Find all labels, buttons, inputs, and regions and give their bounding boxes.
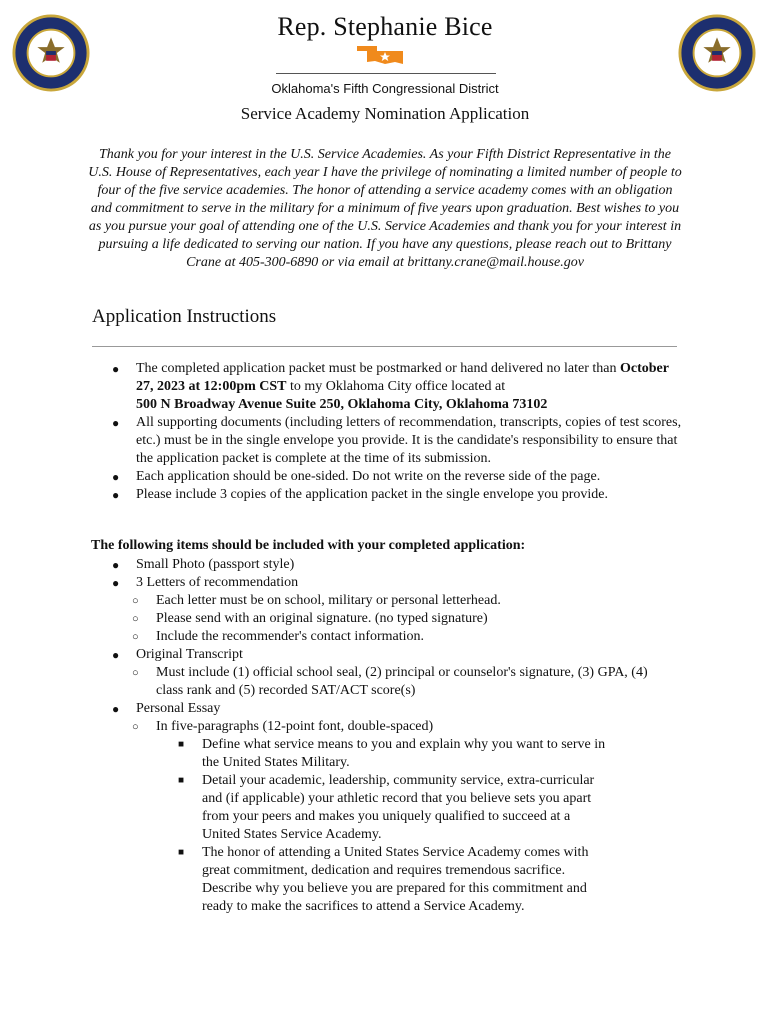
- essay-point: Detail your academic, leadership, community service, extra-curricular and (if applicable) your athletic record that you believe sets you apart from your peers and makes you uniquely qualified to succeed at a United States Service Academy.: [202, 773, 595, 842]
- list-item: [110, 700, 682, 718]
- bullet-icon: ●: [112, 416, 120, 430]
- representative-name: Rep. Stephanie Bice: [277, 12, 493, 41]
- list-item: [110, 556, 682, 574]
- list-item: [110, 592, 682, 646]
- list-item: [110, 736, 610, 772]
- office-address: 500 N Broadway Avenue Suite 250, Oklahoma City, Oklahoma 73102: [136, 397, 548, 412]
- instructions-list: [110, 360, 682, 504]
- intro-paragraph: Thank you for your interest in the U.S. Service Academies. As your Fifth District Representative in the U.S. House of Representatives, each year I have the privilege of nominating a limited number of people to four of the five service academies. The honor of attending a service academy comes with an obligation and commitment to serve in the military for a minimum of five years upon graduation. Best wishes to you as you pursue your goal of attending one of the U.S. Service Academies and thank you for your interest in pursuing a life dedicated to serving our nation. If you have any questions, please reach out to Brittany Crane at 405-300-6890 or via email at brittany.crane@mail.house.gov: [88, 147, 682, 270]
- list-item: [110, 360, 682, 414]
- list-item: [110, 664, 656, 700]
- circle-bullet-icon: ○: [132, 631, 139, 643]
- letters-sublist: [110, 592, 656, 646]
- list-item: [110, 592, 656, 610]
- essay-point: The honor of attending a United States Service Academy comes with great commitment, dedication and requires tremendous sacrifice. Describe why you believe you are prepared for this commitment and ready to make the sacrifices to attend a Service Academy.: [202, 845, 589, 914]
- transcript-item: Original Transcript: [136, 647, 243, 662]
- bullet-icon: ●: [112, 362, 120, 376]
- circle-bullet-icon: ○: [132, 667, 139, 679]
- one-sided-text: Each application should be one-sided. Do not write on the reverse side of the page.: [136, 469, 601, 484]
- essay-sublist: [110, 718, 656, 736]
- list-item: [110, 664, 682, 700]
- bullet-icon: ●: [112, 470, 120, 484]
- essay-point: Define what service means to you and explain why you want to serve in the United States Military.: [202, 737, 606, 770]
- list-item: [110, 646, 682, 664]
- list-item: [110, 718, 656, 736]
- list-item: [110, 468, 682, 486]
- list-item: [110, 414, 682, 468]
- essay-points-list: [110, 736, 610, 916]
- list-item: [110, 486, 682, 504]
- square-bullet-icon: ■: [178, 739, 185, 750]
- list-item: [110, 628, 656, 646]
- square-bullet-icon: ■: [178, 847, 185, 858]
- copies-text: Please include 3 copies of the application packet in the single envelope you provide.: [136, 487, 608, 502]
- list-item: [110, 574, 682, 592]
- letters-sub-item: Include the recommender's contact information.: [156, 629, 425, 644]
- office-text: to my Oklahoma City office located at: [290, 379, 506, 394]
- bullet-icon: ●: [112, 648, 120, 662]
- header-divider: [276, 73, 496, 74]
- bullet-icon: ●: [112, 702, 120, 716]
- transcript-sublist: [110, 664, 656, 700]
- transcript-sub-item: Must include (1) official school seal, (2) principal or counselor's signature, (3) GPA, (4) class rank and (5) recorded SAT/ACT score(s): [156, 665, 648, 698]
- section-divider: [92, 346, 677, 347]
- photo-item: Small Photo (passport style): [136, 557, 295, 572]
- instructions-heading: Application Instructions: [92, 306, 277, 327]
- letters-item: 3 Letters of recommendation: [136, 575, 299, 590]
- deadline-text: The completed application packet must be postmarked or hand delivered no later than: [136, 361, 617, 376]
- supporting-docs-text: All supporting documents (including letters of recommendation, transcripts, copies of test scores, etc.) must be in the single envelope you provide. It is the candidate's responsibility to ensure that the application packet is complete at the time of its submission.: [136, 415, 682, 466]
- essay-item: Personal Essay: [136, 701, 221, 716]
- circle-bullet-icon: ○: [132, 595, 139, 607]
- document-title: Service Academy Nomination Application: [240, 104, 530, 123]
- circle-bullet-icon: ○: [132, 721, 139, 733]
- bullet-icon: ●: [112, 558, 120, 572]
- list-item: [110, 610, 656, 628]
- deadline-date: October 27, 2023 at 12:00pm CST: [136, 361, 669, 394]
- district-subtitle: Oklahoma's Fifth Congressional District: [271, 81, 499, 96]
- circle-bullet-icon: ○: [132, 613, 139, 625]
- essay-sub-item: In five-paragraphs (12-point font, double-spaced): [156, 719, 434, 734]
- list-item: [110, 772, 610, 844]
- bullet-icon: ●: [112, 488, 120, 502]
- oklahoma-state-outline-icon: [355, 44, 405, 66]
- required-items-list: [110, 556, 682, 916]
- bullet-icon: ●: [112, 576, 120, 590]
- letters-sub-item: Please send with an original signature. (no typed signature): [156, 611, 488, 626]
- square-bullet-icon: ■: [178, 775, 185, 786]
- list-item: [110, 718, 682, 916]
- list-item: [110, 844, 610, 916]
- letters-sub-item: Each letter must be on school, military or personal letterhead.: [156, 593, 501, 608]
- required-items-heading: The following items should be included with your completed application:: [91, 538, 526, 553]
